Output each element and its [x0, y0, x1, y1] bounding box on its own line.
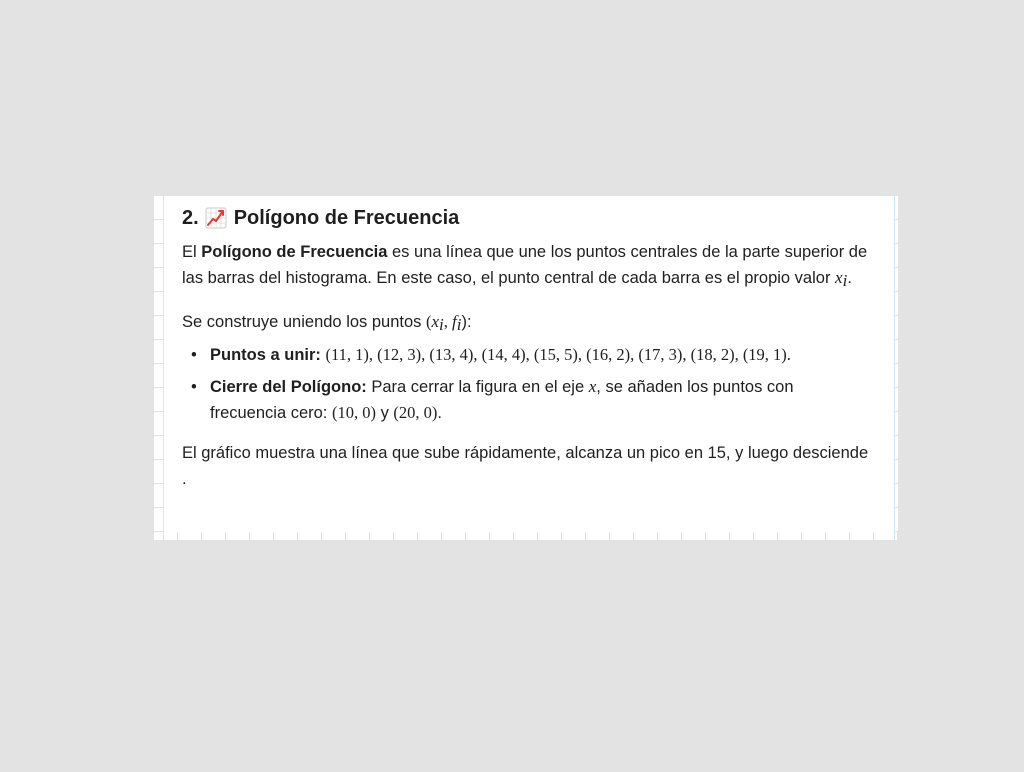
construct-x-subscript: i: [439, 315, 444, 334]
construct-open-paren: (: [426, 312, 432, 331]
grid-paper-bottom-edge: [154, 532, 898, 540]
construct-f-subscript: i: [456, 315, 462, 334]
intro-variable-subscript: i: [842, 271, 848, 290]
intro-bold-term: Polígono de Frecuencia: [201, 243, 388, 261]
section-title: Polígono de Frecuencia: [233, 206, 460, 229]
points-value: (11, 1), (12, 3), (13, 4), (14, 4), (15, 5), (16, 2), (17, 3), (18, 2), (19, 1).: [325, 345, 791, 364]
closure-point-1: (10, 0): [331, 403, 376, 422]
closure-y: y: [375, 404, 394, 422]
conclusion-paragraph: El gráfico muestra una línea que sube rápidamente, alcanza un pico en 15, y luego desciende .: [182, 444, 869, 488]
content-card: [154, 196, 898, 540]
grid-paper-right-edge: [894, 196, 898, 540]
section-content: [182, 204, 872, 492]
section-number: 2.: [182, 206, 199, 229]
closure-end: .: [437, 404, 442, 422]
section-heading: [182, 204, 872, 232]
intro-end: .: [847, 269, 852, 287]
intro-variable: x: [835, 268, 843, 287]
list-item-closure: [182, 374, 872, 426]
closure-text: Para cerrar la figura en el eje: [371, 378, 589, 396]
intro-paragraph: [182, 239, 872, 291]
construct-separator: ,: [443, 312, 453, 331]
construct-f: f: [452, 312, 457, 331]
construct-text: Se construye uniendo los puntos: [182, 313, 426, 331]
closure-label: Cierre del Polígono:: [210, 378, 367, 396]
closure-text-2: , se añaden los puntos con frecuencia cero:: [210, 378, 794, 422]
chart-increasing-icon: [205, 207, 227, 229]
intro-prefix: El: [182, 243, 202, 261]
bullet-list: [182, 342, 872, 426]
construct-close: ):: [461, 313, 472, 331]
closure-variable: x: [588, 377, 597, 396]
points-label: Puntos a unir:: [210, 346, 321, 364]
list-item-points: [182, 342, 872, 368]
construct-x: x: [431, 312, 440, 331]
grid-paper-left-edge: [154, 196, 164, 540]
construct-paragraph: [182, 309, 872, 335]
closure-point-2: (20, 0): [393, 403, 438, 422]
intro-text: es una línea que une los puntos centrales de la parte superior de las barras del histograma. En este caso, el punto central de cada barra es el propio valor: [182, 243, 868, 287]
